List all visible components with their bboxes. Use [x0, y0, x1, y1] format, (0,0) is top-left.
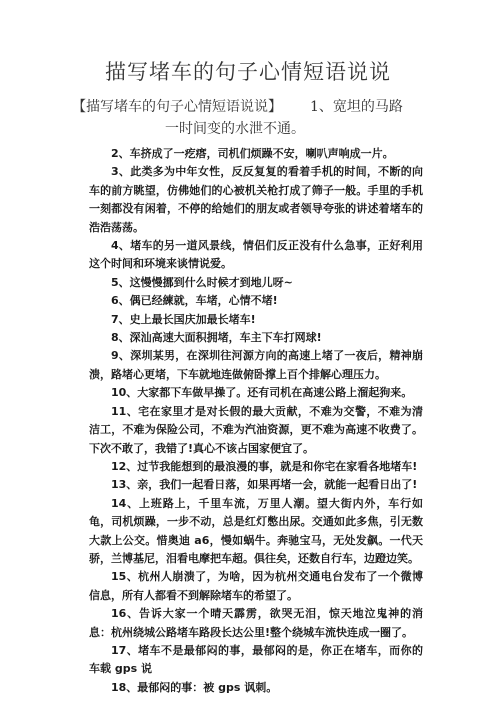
- paragraph: 3、此类多为中年女性，反反复复的看着手机的时间，不断的向车的前方眺望，仿佛她们的心被机关枪打成了筛子一般。手里的手机一刻都没有闲着，不停的给她们的朋友或者领导夸张的讲述着堵车的浩浩荡荡。: [89, 165, 423, 234]
- paragraph: 15、杭州人崩溃了，为啥，因为杭州交通电台发布了一个微博信息，所有人都看不到解除堵车的希望了。: [89, 570, 423, 602]
- paragraph: 9、深圳某男，在深圳往河源方向的高速上堵了一夜后，精神崩溃，路堵心更堵，下车就地连做俯卧撑上百个排解心理压力。: [89, 349, 423, 381]
- intro-heading: 【描写堵车的句子心情短语说说】: [72, 99, 282, 115]
- intro-first-item-continuation: 一时间变的水泄不通。: [165, 121, 305, 137]
- paragraph: 2、车挤成了一疙瘩，司机们烦躁不安，喇叭声响成一片。: [111, 147, 394, 160]
- paragraph: 11、宅在家里才是对长假的最大贡献，不难为交警，不难为清洁工，不难为保险公司，不难为汽油资源，更不难为高速不收费了。下次不敢了，我错了!真心不该占国家便宜了。: [89, 404, 423, 455]
- paragraph: 8、深汕高速大面积拥堵，车主下车打网球!: [111, 331, 322, 345]
- paragraph: 17、堵车不是最郁闷的事，最郁闷的是，你正在堵车，而你的车载 gps 说: [89, 643, 423, 676]
- document-body: [89, 145, 423, 697]
- intro-first-item: 1、宽坦的马路: [310, 99, 403, 115]
- document-title: 描写堵车的句子心情短语说说: [105, 60, 391, 84]
- paragraph: 18、最郁闷的事：被 gps 讽刺。: [111, 680, 278, 694]
- paragraph: 12、过节我能想到的最浪漫的事，就是和你宅在家看各地堵车!: [111, 459, 418, 473]
- paragraph: 5、这慢慢挪到什么时候才到地儿呀~: [111, 275, 293, 289]
- paragraph: 16、告诉大家一个晴天霹雳，欲哭无泪，惊天地泣鬼神的消息：杭州绕城公路堵车路段长达公里!整个绕城车流快连成一圈了。: [89, 607, 423, 639]
- paragraph: 14、上班路上，千里车流，万里人潮。望大街内外，车行如龟，司机烦躁，一步不动，总是红灯憋出尿。交通如此多焦，引无数大款上公交。惜奥迪 a6，慢如蜗牛。奔驰宝马，无处发飙。一代天骄，兰博基尼，泪看电摩把车超。俱往矣，还数自行车，边蹬边笑。: [89, 496, 423, 565]
- paragraph: 6、偶已经練就，车堵，心情不堵!: [111, 294, 278, 308]
- paragraph: 13、亲，我们一起看日落，如果再堵一会，就能一起看日出了!: [111, 478, 418, 492]
- paragraph: 10、大家都下车做早操了。还有司机在高速公路上溜起狗来。: [111, 386, 413, 400]
- paragraph: 7、史上最长国庆加最长堵车!: [111, 312, 256, 326]
- intro-first-line: [72, 96, 442, 118]
- paragraph: 4、堵车的另一道风景线，情侣们反正没有什么急事，正好利用这个时间和环境来谈情说爱。: [89, 239, 423, 271]
- intro-block: [72, 96, 442, 140]
